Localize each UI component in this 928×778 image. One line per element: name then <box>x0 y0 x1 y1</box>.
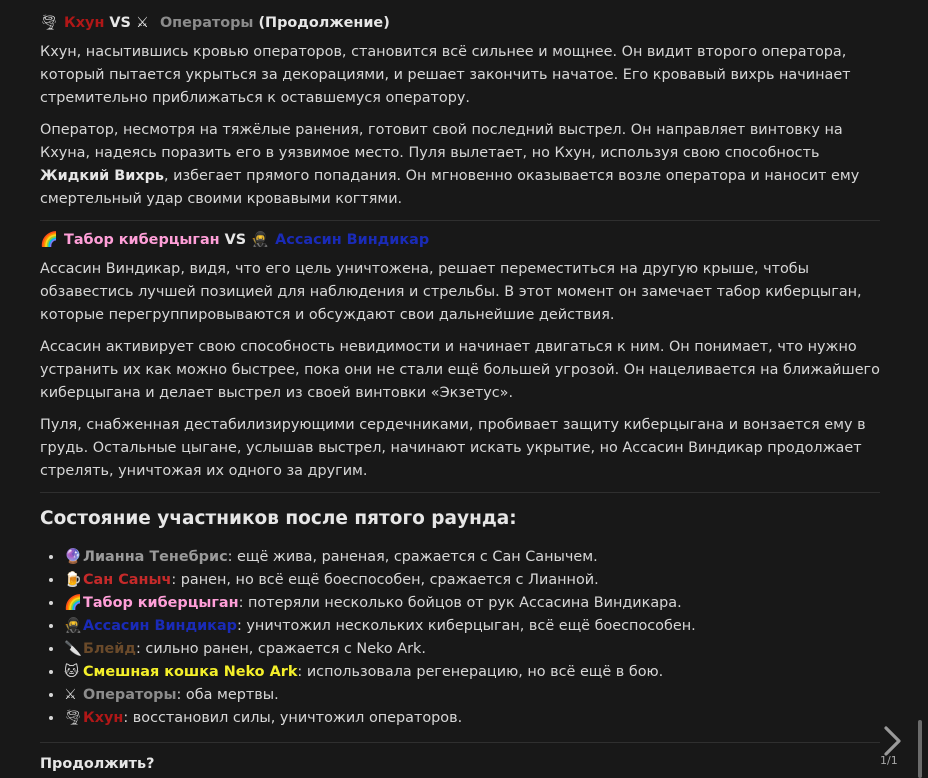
participant-name: Сан Саныч <box>83 572 172 588</box>
status-item <box>64 638 880 661</box>
crossed-swords-icon: ⚔ <box>135 15 149 31</box>
tornado-icon: 🌪 <box>40 15 59 31</box>
participant-name: Табор киберцыган <box>83 595 239 611</box>
participant-status: : ещё жива, раненая, сражается с Сан Санычем. <box>227 549 598 565</box>
participant-icon: 🔪 <box>64 641 82 657</box>
status-item <box>64 546 880 569</box>
status-item <box>64 661 880 684</box>
participant-status: : сильно ранен, сражается с Neko Ark. <box>135 641 426 657</box>
paragraph: Пуля, снабженная дестабилизирующими сердечниками, пробивает защиту киберцыгана и вонзается ему в грудь. Остальные цыгане, услышав выстрел, начинают искать укрытие, но Ассасин Виндикар продолжает стрелять, уничтожая их одного за другим. <box>40 417 866 479</box>
participant-icon: 🔮 <box>64 549 82 565</box>
divider <box>40 742 880 743</box>
divider <box>40 220 880 221</box>
vs-label: VS <box>109 15 131 31</box>
participant-icon: 🌈 <box>64 595 82 611</box>
paragraph: Кхун, насытившись кровью операторов, становится всё сильнее и мощнее. Он видит второго оператора, который пытается укрыться за декорациями, и решает закончить начатое. Его кровавый вихрь начинает стремительно приближаться к оставшемуся оператору. <box>40 44 851 106</box>
participant-icon: 🍺 <box>64 572 82 588</box>
fighter-name-tabor: Табор киберцыган <box>64 232 220 248</box>
fighter-name-assassin: Ассасин Виндикар <box>275 232 430 248</box>
participant-status: : оба мертвы. <box>176 687 279 703</box>
participant-name: Лианна Тенебрис <box>83 549 228 565</box>
participant-name: Блейд <box>83 641 136 657</box>
participant-status: : потеряли несколько бойцов от рук Ассасина Виндикара. <box>238 595 682 611</box>
ability-name: Жидкий Вихрь <box>40 168 164 184</box>
section-heading-tabor-vs-assassin <box>40 229 880 252</box>
status-item <box>64 707 880 730</box>
participant-name: Кхун <box>83 710 124 726</box>
paragraph: Ассасин активирует свою способность невидимости и начинает двигаться к ним. Он понимает, что нужно устранить их как можно быстрее, пока они не стали ещё большей угрозой. Он нацеливается на ближайшего киберцыгана и делает выстрел из своей винтовки «Экзетус». <box>40 339 880 401</box>
chevron-right-icon[interactable] <box>877 724 907 758</box>
divider <box>40 492 880 493</box>
participant-icon: 🐱 <box>64 664 80 680</box>
status-item <box>64 592 880 615</box>
paragraph-text: Оператор, несмотря на тяжёлые ранения, готовит свой последний выстрел. Он направляет винтовку на Кхуна, надеясь поразить его в уязвимое место. Пуля вылетает, но Кхун, используя свою способность <box>40 122 843 161</box>
participant-status: : использовала регенерацию, но всё ещё в бою. <box>297 664 664 680</box>
participant-name: Ассасин Виндикар <box>83 618 237 634</box>
rainbow-icon: 🌈 <box>40 232 58 248</box>
participant-status: : восстановил силы, уничтожил операторов. <box>123 710 463 726</box>
status-list <box>40 546 880 730</box>
scrollbar-thumb[interactable] <box>918 720 922 778</box>
status-item <box>64 569 880 592</box>
participant-status: : уничтожил нескольких киберцыган, всё ещё боеспособен. <box>236 618 696 634</box>
paragraph: Ассасин Виндикар, видя, что его цель уничтожена, решает переместиться на другую крыше, чтобы обзавестись лучшей позицией для наблюдения и стрельбы. В этот момент он замечает табор киберцыган, которые перегруппировываются и обсуждают свои дальнейшие действия. <box>40 261 862 323</box>
status-heading: Состояние участников после пятого раунда: <box>40 508 517 529</box>
participant-name: Смешная кошка Neko Ark <box>83 664 298 680</box>
participant-icon: 🥷 <box>64 618 82 634</box>
paragraph <box>40 119 880 211</box>
participant-status: : ранен, но всё ещё боеспособен, сражается с Лианной. <box>171 572 599 588</box>
vs-label: VS <box>224 232 247 248</box>
message-content <box>40 8 880 776</box>
fighter-name-operators: Операторы <box>159 15 254 31</box>
participant-icon: 🌪 <box>64 710 83 726</box>
continue-prompt: Продолжить? <box>40 756 155 772</box>
paragraph-text: , избегает прямого попадания. Он мгновенно оказывается возле оператора и наносит ему смертельный удар своими кровавыми когтями. <box>40 168 860 207</box>
page-counter: 1/1 <box>880 754 898 767</box>
status-item <box>64 684 880 707</box>
status-item <box>64 615 880 638</box>
section-heading-khun-vs-operators <box>40 12 880 35</box>
ninja-icon: 🥷 <box>251 232 270 248</box>
fighter-name-khun: Кхун <box>64 15 105 31</box>
participant-icon: ⚔ <box>64 687 77 703</box>
heading-suffix: (Продолжение) <box>258 15 390 31</box>
participant-name: Операторы <box>83 687 177 703</box>
